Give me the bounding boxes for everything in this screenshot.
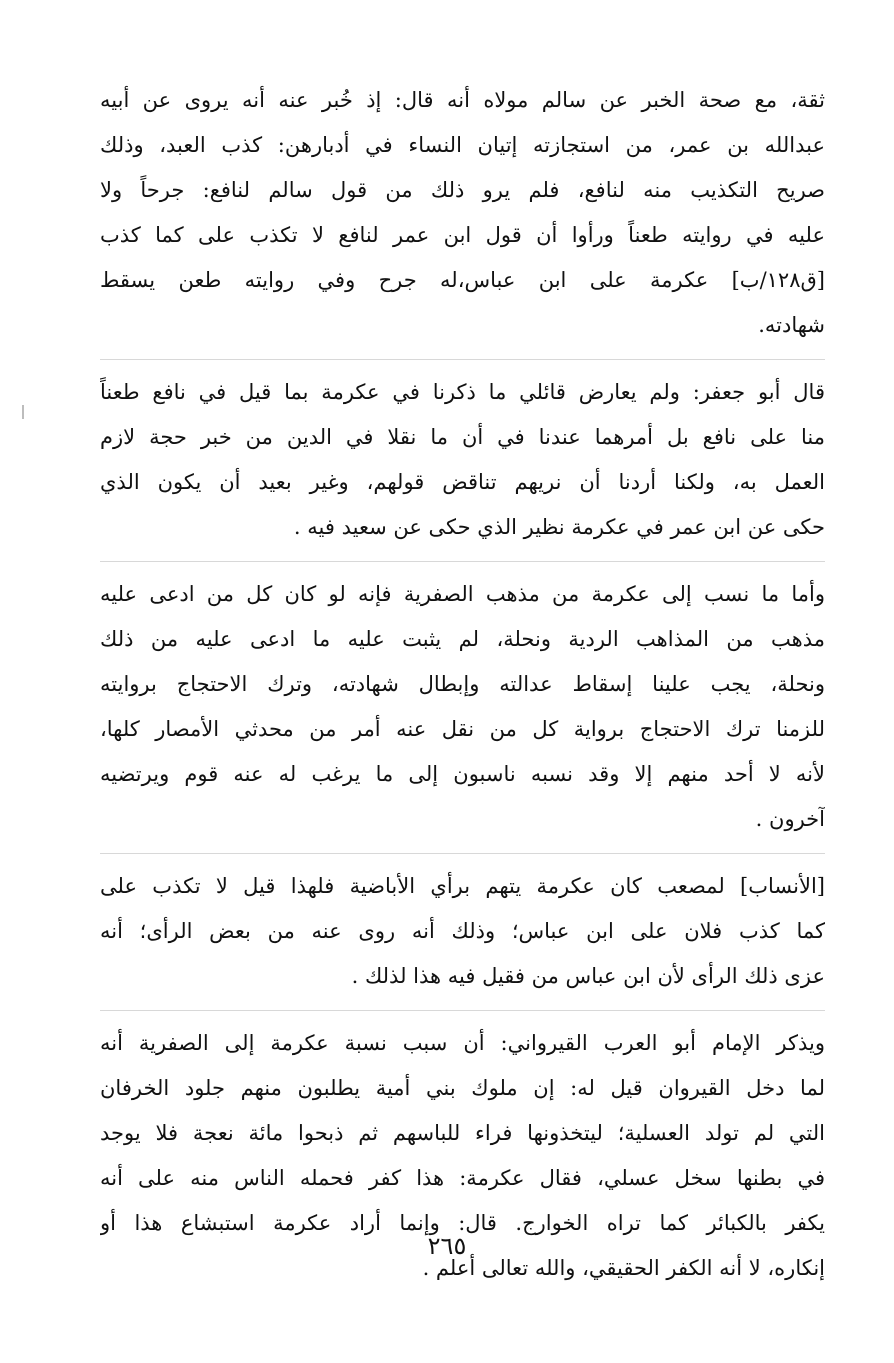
- text-line: عبدالله بن عمر، من استجازته إتيان النساء في أدبارهن: كذب العبد، وذلك: [100, 133, 825, 157]
- text-line: لأنه لا أحد منهم إلا وقد نسبه ناسبون إلى ما يرغب له عنه قوم ويرتضيه: [100, 762, 825, 786]
- text-line: منا على نافع بل أمرهما عندنا في أن ما نقلا في الدين من خبر حجة لازم: [100, 425, 825, 449]
- text-line: عزى ذلك الرأى لأن ابن عباس من فقيل فيه هذا لذلك .: [351, 964, 825, 988]
- text-line: لما دخل القيروان قيل له: إن ملوك بني أمية يطلبون منهم جلود الخرفان: [100, 1076, 825, 1100]
- text-line: قال أبو جعفر: ولم يعارض قائلي ما ذكرنا في عكرمة بما قيل في نافع طعناً: [100, 380, 825, 404]
- text-line: إنكاره، لا أنه الكفر الحقيقي، والله تعالى أعلم .: [422, 1256, 825, 1280]
- text-line: وأما ما نسب إلى عكرمة من مذهب الصفرية فإنه لو كان كل من ادعى عليه: [100, 582, 825, 606]
- text-line: كما كذب فلان على ابن عباس؛ وذلك أنه روى عنه من بعض الرأى؛ أنه: [100, 919, 825, 943]
- text-line: ونحلة، يجب علينا إسقاط عدالته وإبطال شهادته، وترك الاحتجاج بروايته: [100, 672, 825, 696]
- text-line: شهادته.: [758, 313, 825, 337]
- paragraph-2: [100, 359, 825, 561]
- margin-mark: [22, 405, 24, 419]
- text-line: [الأنساب] لمصعب كان عكرمة يتهم برأي الأباضية فلهذا قيل لا تكذب على: [100, 874, 825, 898]
- text-line: حكى عن ابن عمر في عكرمة نظير الذي حكى عن سعيد فيه .: [293, 515, 825, 539]
- text-line: العمل به، ولكنا أردنا أن نريهم تناقض قولهم، وغير بعيد أن يكون الذي: [100, 470, 825, 494]
- paragraph-3: [100, 561, 825, 853]
- text-line: صريح التكذيب منه لنافع، فلم يرو ذلك من قول سالم لنافع: جرحاً ولا: [100, 178, 825, 202]
- text-line: آخرون .: [755, 807, 825, 831]
- text-line: ويذكر الإمام أبو العرب القيرواني: أن سبب نسبة عكرمة إلى الصفرية أنه: [100, 1031, 825, 1055]
- text-line: ثقة، مع صحة الخبر عن سالم مولاه أنه قال: إذ خُبر عنه أنه يروى عن أبيه: [100, 88, 825, 112]
- page-body: [100, 78, 825, 1302]
- text-line: مذهب من المذاهب الردية ونحلة، لم يثبت عليه ما ادعى عليه من ذلك: [100, 627, 825, 651]
- page-number: ٢٦٥: [427, 1232, 467, 1260]
- text-line: في بطنها سخل عسلي، فقال عكرمة: هذا كفر فحمله الناس منه على أنه: [100, 1166, 825, 1190]
- paragraph-1: [100, 78, 825, 359]
- text-line: التي لم تولد العسلية؛ ليتخذونها فراء للباسهم ثم ذبحوا مائة نعجة فلا يوجد: [100, 1121, 825, 1145]
- paragraph-4: [100, 853, 825, 1010]
- text-line: يكفر بالكبائر كما تراه الخوارج. قال: وإنما أراد عكرمة استبشاع هذا أو: [100, 1211, 825, 1235]
- text-line: [ق١٢٨/ب] عكرمة على ابن عباس،له جرح وفي روايته طعن يسقط: [100, 268, 825, 292]
- text-line: عليه في روايته طعناً ورأوا أن قول ابن عمر لنافع لا تكذب على كما كذب: [100, 223, 825, 247]
- text-line: للزمنا ترك الاحتجاج برواية كل من نقل عنه أمر من محدثي الأمصار كلها،: [100, 717, 825, 741]
